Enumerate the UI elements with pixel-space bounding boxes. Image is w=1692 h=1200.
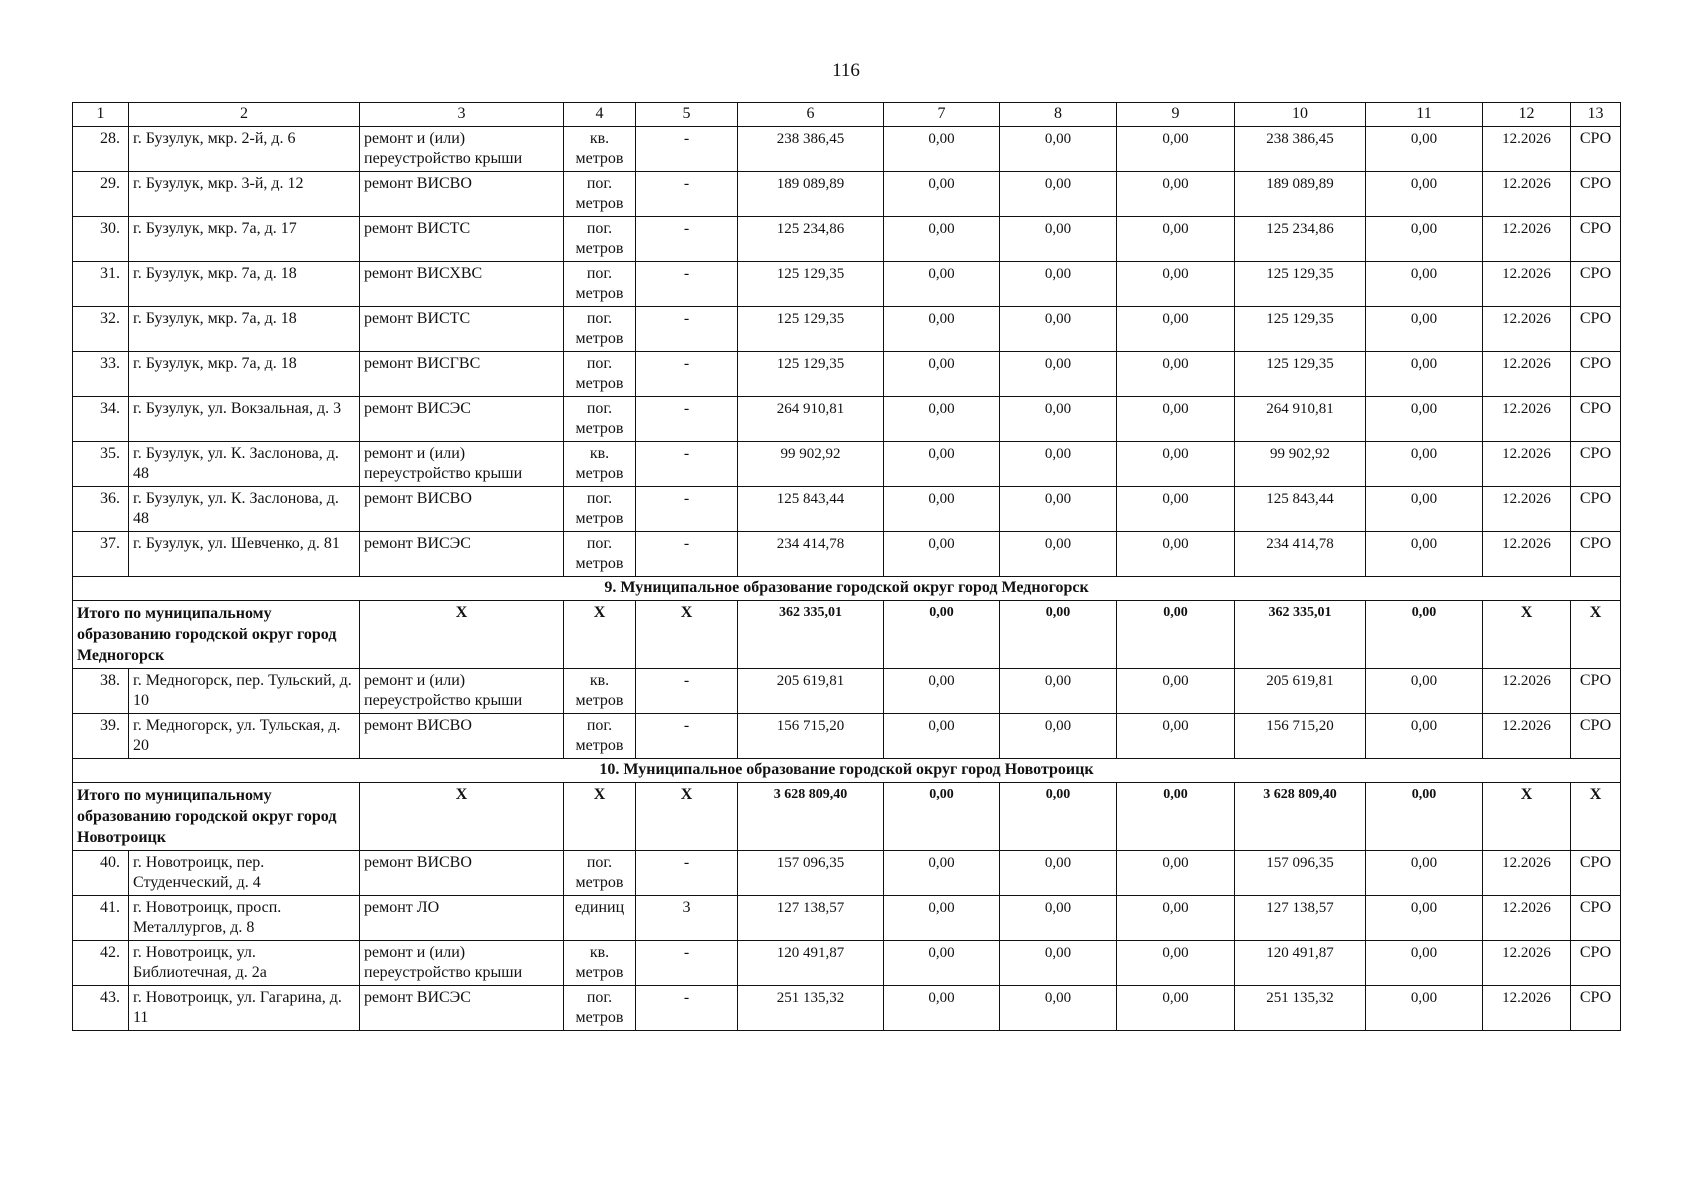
total-x-cell: X xyxy=(1571,783,1621,851)
fund-other-cell: 0,00 xyxy=(1366,851,1483,896)
deadline-cell: 12.2026 xyxy=(1483,127,1571,172)
table-row xyxy=(73,986,1621,1031)
total-cost-cell: 157 096,35 xyxy=(738,851,884,896)
work-type-cell: ремонт ВИСВО xyxy=(360,714,564,759)
deadline-cell: 12.2026 xyxy=(1483,532,1571,577)
address-cell: г. Новотроицк, просп. Металлургов, д. 8 xyxy=(129,896,360,941)
row-number-cell: 43. xyxy=(73,986,129,1031)
operator-cell: СРО xyxy=(1571,986,1621,1031)
address-cell: г. Новотроицк, ул. Гагарина, д. 11 xyxy=(129,986,360,1031)
deadline-cell: 12.2026 xyxy=(1483,487,1571,532)
address-cell: г. Медногорск, ул. Тульская, д. 20 xyxy=(129,714,360,759)
deadline-cell: 12.2026 xyxy=(1483,851,1571,896)
fund-other-cell: 0,00 xyxy=(1366,941,1483,986)
fund-owners-cell: 264 910,81 xyxy=(1235,397,1366,442)
fund-other-cell: 0,00 xyxy=(1366,532,1483,577)
fund-federal-cell: 0,00 xyxy=(884,442,1000,487)
operator-cell: СРО xyxy=(1571,397,1621,442)
work-type-cell: ремонт и (или) переустройство крыши xyxy=(360,127,564,172)
column-number-cell: 4 xyxy=(564,103,636,127)
row-number-cell: 29. xyxy=(73,172,129,217)
total-cost-cell: 99 902,92 xyxy=(738,442,884,487)
fund-regional-cell: 0,00 xyxy=(1000,851,1117,896)
column-number-cell: 7 xyxy=(884,103,1000,127)
work-type-cell: ремонт ВИСЭС xyxy=(360,397,564,442)
deadline-cell: 12.2026 xyxy=(1483,262,1571,307)
quantity-cell: - xyxy=(636,127,738,172)
work-type-cell: ремонт ВИСВО xyxy=(360,172,564,217)
total-x-cell: X xyxy=(360,601,564,669)
fund-local-cell: 0,00 xyxy=(1117,896,1235,941)
fund-local-cell: 0,00 xyxy=(1117,442,1235,487)
quantity-cell: - xyxy=(636,442,738,487)
fund-owners-cell: 125 129,35 xyxy=(1235,352,1366,397)
operator-cell: СРО xyxy=(1571,532,1621,577)
total-cost-cell: 156 715,20 xyxy=(738,714,884,759)
table-row xyxy=(73,851,1621,896)
fund-regional-cell: 0,00 xyxy=(1000,896,1117,941)
address-cell: г. Бузулук, мкр. 2-й, д. 6 xyxy=(129,127,360,172)
fund-regional-cell: 0,00 xyxy=(1000,397,1117,442)
fund-other-cell: 0,00 xyxy=(1366,487,1483,532)
total-value-cell: 3 628 809,40 xyxy=(1235,783,1366,851)
fund-federal-cell: 0,00 xyxy=(884,127,1000,172)
quantity-cell: - xyxy=(636,487,738,532)
row-number-cell: 37. xyxy=(73,532,129,577)
deadline-cell: 12.2026 xyxy=(1483,307,1571,352)
fund-federal-cell: 0,00 xyxy=(884,532,1000,577)
unit-cell: пог. метров xyxy=(564,986,636,1031)
row-number-cell: 35. xyxy=(73,442,129,487)
address-cell: г. Бузулук, мкр. 7а, д. 18 xyxy=(129,262,360,307)
fund-other-cell: 0,00 xyxy=(1366,127,1483,172)
deadline-cell: 12.2026 xyxy=(1483,714,1571,759)
fund-other-cell: 0,00 xyxy=(1366,172,1483,217)
unit-cell: пог. метров xyxy=(564,851,636,896)
section-title: 10. Муниципальное образование городской округ город Новотроицк xyxy=(73,759,1621,783)
work-type-cell: ремонт ВИСЭС xyxy=(360,986,564,1031)
column-number-cell: 5 xyxy=(636,103,738,127)
fund-other-cell: 0,00 xyxy=(1366,307,1483,352)
address-cell: г. Бузулук, ул. К. Заслонова, д. 48 xyxy=(129,487,360,532)
fund-local-cell: 0,00 xyxy=(1117,307,1235,352)
column-number-cell: 12 xyxy=(1483,103,1571,127)
fund-regional-cell: 0,00 xyxy=(1000,307,1117,352)
total-cost-cell: 205 619,81 xyxy=(738,669,884,714)
total-value-cell: 0,00 xyxy=(884,783,1000,851)
total-cost-cell: 251 135,32 xyxy=(738,986,884,1031)
total-cost-cell: 127 138,57 xyxy=(738,896,884,941)
deadline-cell: 12.2026 xyxy=(1483,352,1571,397)
fund-owners-cell: 125 234,86 xyxy=(1235,217,1366,262)
address-cell: г. Бузулук, ул. Шевченко, д. 81 xyxy=(129,532,360,577)
work-type-cell: ремонт ВИСТС xyxy=(360,307,564,352)
fund-owners-cell: 120 491,87 xyxy=(1235,941,1366,986)
column-number-cell: 11 xyxy=(1366,103,1483,127)
operator-cell: СРО xyxy=(1571,127,1621,172)
fund-federal-cell: 0,00 xyxy=(884,941,1000,986)
quantity-cell: - xyxy=(636,714,738,759)
fund-owners-cell: 238 386,45 xyxy=(1235,127,1366,172)
operator-cell: СРО xyxy=(1571,941,1621,986)
fund-regional-cell: 0,00 xyxy=(1000,532,1117,577)
fund-regional-cell: 0,00 xyxy=(1000,669,1117,714)
fund-owners-cell: 234 414,78 xyxy=(1235,532,1366,577)
address-cell: г. Бузулук, мкр. 7а, д. 18 xyxy=(129,307,360,352)
total-x-cell: X xyxy=(564,783,636,851)
work-type-cell: ремонт и (или) переустройство крыши xyxy=(360,442,564,487)
total-value-cell: 362 335,01 xyxy=(738,601,884,669)
operator-cell: СРО xyxy=(1571,669,1621,714)
table-row xyxy=(73,217,1621,262)
unit-cell: кв. метров xyxy=(564,669,636,714)
table-row xyxy=(73,127,1621,172)
total-cost-cell: 238 386,45 xyxy=(738,127,884,172)
work-type-cell: ремонт ВИСВО xyxy=(360,487,564,532)
total-value-cell: 362 335,01 xyxy=(1235,601,1366,669)
column-number-cell: 9 xyxy=(1117,103,1235,127)
table-row xyxy=(73,172,1621,217)
quantity-cell: - xyxy=(636,397,738,442)
operator-cell: СРО xyxy=(1571,217,1621,262)
table-row xyxy=(73,352,1621,397)
table-row xyxy=(73,714,1621,759)
total-value-cell: 0,00 xyxy=(1000,783,1117,851)
fund-owners-cell: 125 843,44 xyxy=(1235,487,1366,532)
row-number-cell: 31. xyxy=(73,262,129,307)
unit-cell: кв. метров xyxy=(564,127,636,172)
fund-owners-cell: 205 619,81 xyxy=(1235,669,1366,714)
total-cost-cell: 189 089,89 xyxy=(738,172,884,217)
deadline-cell: 12.2026 xyxy=(1483,669,1571,714)
operator-cell: СРО xyxy=(1571,487,1621,532)
operator-cell: СРО xyxy=(1571,851,1621,896)
fund-federal-cell: 0,00 xyxy=(884,986,1000,1031)
total-cost-cell: 125 129,35 xyxy=(738,307,884,352)
fund-local-cell: 0,00 xyxy=(1117,217,1235,262)
fund-local-cell: 0,00 xyxy=(1117,172,1235,217)
repair-plan-table xyxy=(72,102,1621,1031)
column-number-cell: 2 xyxy=(129,103,360,127)
fund-federal-cell: 0,00 xyxy=(884,487,1000,532)
fund-federal-cell: 0,00 xyxy=(884,669,1000,714)
deadline-cell: 12.2026 xyxy=(1483,442,1571,487)
column-number-cell: 8 xyxy=(1000,103,1117,127)
deadline-cell: 12.2026 xyxy=(1483,397,1571,442)
total-cost-cell: 125 843,44 xyxy=(738,487,884,532)
total-value-cell: 0,00 xyxy=(1117,783,1235,851)
table-row xyxy=(73,442,1621,487)
fund-regional-cell: 0,00 xyxy=(1000,487,1117,532)
column-number-cell: 6 xyxy=(738,103,884,127)
unit-cell: кв. метров xyxy=(564,941,636,986)
quantity-cell: - xyxy=(636,851,738,896)
total-x-cell: X xyxy=(1483,783,1571,851)
fund-federal-cell: 0,00 xyxy=(884,262,1000,307)
unit-cell: пог. метров xyxy=(564,352,636,397)
quantity-cell: - xyxy=(636,307,738,352)
deadline-cell: 12.2026 xyxy=(1483,172,1571,217)
fund-federal-cell: 0,00 xyxy=(884,714,1000,759)
quantity-cell: - xyxy=(636,669,738,714)
total-value-cell: 0,00 xyxy=(1000,601,1117,669)
fund-regional-cell: 0,00 xyxy=(1000,352,1117,397)
work-type-cell: ремонт ЛО xyxy=(360,896,564,941)
fund-other-cell: 0,00 xyxy=(1366,986,1483,1031)
row-number-cell: 38. xyxy=(73,669,129,714)
section-total-row xyxy=(73,783,1621,851)
unit-cell: пог. метров xyxy=(564,172,636,217)
table-row xyxy=(73,262,1621,307)
unit-cell: пог. метров xyxy=(564,487,636,532)
address-cell: г. Новотроицк, ул. Библиотечная, д. 2а xyxy=(129,941,360,986)
fund-other-cell: 0,00 xyxy=(1366,714,1483,759)
fund-local-cell: 0,00 xyxy=(1117,127,1235,172)
row-number-cell: 34. xyxy=(73,397,129,442)
operator-cell: СРО xyxy=(1571,442,1621,487)
work-type-cell: ремонт ВИСХВС xyxy=(360,262,564,307)
fund-federal-cell: 0,00 xyxy=(884,851,1000,896)
unit-cell: пог. метров xyxy=(564,714,636,759)
address-cell: г. Бузулук, мкр. 3-й, д. 12 xyxy=(129,172,360,217)
address-cell: г. Медногорск, пер. Тульский, д. 10 xyxy=(129,669,360,714)
total-x-cell: X xyxy=(1483,601,1571,669)
quantity-cell: - xyxy=(636,986,738,1031)
column-number-cell: 10 xyxy=(1235,103,1366,127)
fund-owners-cell: 125 129,35 xyxy=(1235,307,1366,352)
fund-regional-cell: 0,00 xyxy=(1000,172,1117,217)
row-number-cell: 32. xyxy=(73,307,129,352)
deadline-cell: 12.2026 xyxy=(1483,217,1571,262)
column-number-cell: 13 xyxy=(1571,103,1621,127)
fund-regional-cell: 0,00 xyxy=(1000,442,1117,487)
operator-cell: СРО xyxy=(1571,172,1621,217)
fund-local-cell: 0,00 xyxy=(1117,714,1235,759)
fund-local-cell: 0,00 xyxy=(1117,352,1235,397)
row-number-cell: 33. xyxy=(73,352,129,397)
table-row xyxy=(73,669,1621,714)
fund-owners-cell: 127 138,57 xyxy=(1235,896,1366,941)
section-title: 9. Муниципальное образование городской округ город Медногорск xyxy=(73,577,1621,601)
fund-other-cell: 0,00 xyxy=(1366,217,1483,262)
operator-cell: СРО xyxy=(1571,307,1621,352)
fund-regional-cell: 0,00 xyxy=(1000,217,1117,262)
fund-owners-cell: 251 135,32 xyxy=(1235,986,1366,1031)
fund-local-cell: 0,00 xyxy=(1117,669,1235,714)
row-number-cell: 30. xyxy=(73,217,129,262)
column-number-cell: 3 xyxy=(360,103,564,127)
deadline-cell: 12.2026 xyxy=(1483,986,1571,1031)
fund-local-cell: 0,00 xyxy=(1117,487,1235,532)
unit-cell: пог. метров xyxy=(564,307,636,352)
table-row xyxy=(73,487,1621,532)
column-number-row xyxy=(73,103,1621,127)
total-cost-cell: 125 129,35 xyxy=(738,262,884,307)
fund-other-cell: 0,00 xyxy=(1366,442,1483,487)
total-cost-cell: 125 234,86 xyxy=(738,217,884,262)
work-type-cell: ремонт и (или) переустройство крыши xyxy=(360,669,564,714)
section-total-row xyxy=(73,601,1621,669)
deadline-cell: 12.2026 xyxy=(1483,896,1571,941)
total-value-cell: 0,00 xyxy=(1366,601,1483,669)
table-row xyxy=(73,896,1621,941)
work-type-cell: ремонт ВИСВО xyxy=(360,851,564,896)
fund-owners-cell: 157 096,35 xyxy=(1235,851,1366,896)
fund-federal-cell: 0,00 xyxy=(884,397,1000,442)
fund-owners-cell: 125 129,35 xyxy=(1235,262,1366,307)
column-number-cell: 1 xyxy=(73,103,129,127)
fund-regional-cell: 0,00 xyxy=(1000,941,1117,986)
work-type-cell: ремонт ВИСТС xyxy=(360,217,564,262)
quantity-cell: - xyxy=(636,172,738,217)
fund-other-cell: 0,00 xyxy=(1366,896,1483,941)
address-cell: г. Бузулук, мкр. 7а, д. 18 xyxy=(129,352,360,397)
total-cost-cell: 120 491,87 xyxy=(738,941,884,986)
fund-local-cell: 0,00 xyxy=(1117,532,1235,577)
address-cell: г. Бузулук, ул. К. Заслонова, д. 48 xyxy=(129,442,360,487)
quantity-cell: - xyxy=(636,532,738,577)
total-label: Итого по муниципальному образованию городской округ город Медногорск xyxy=(73,601,360,669)
fund-other-cell: 0,00 xyxy=(1366,397,1483,442)
page-number: 116 xyxy=(832,60,860,81)
total-x-cell: X xyxy=(636,601,738,669)
address-cell: г. Новотроицк, пер. Студенческий, д. 4 xyxy=(129,851,360,896)
fund-local-cell: 0,00 xyxy=(1117,851,1235,896)
table-row xyxy=(73,307,1621,352)
fund-regional-cell: 0,00 xyxy=(1000,714,1117,759)
deadline-cell: 12.2026 xyxy=(1483,941,1571,986)
total-value-cell: 0,00 xyxy=(1366,783,1483,851)
quantity-cell: - xyxy=(636,262,738,307)
section-header-row xyxy=(73,759,1621,783)
total-cost-cell: 125 129,35 xyxy=(738,352,884,397)
fund-federal-cell: 0,00 xyxy=(884,307,1000,352)
total-label: Итого по муниципальному образованию городской округ город Новотроицк xyxy=(73,783,360,851)
table-row xyxy=(73,941,1621,986)
fund-owners-cell: 189 089,89 xyxy=(1235,172,1366,217)
section-header-row xyxy=(73,577,1621,601)
unit-cell: кв. метров xyxy=(564,442,636,487)
work-type-cell: ремонт и (или) переустройство крыши xyxy=(360,941,564,986)
total-x-cell: X xyxy=(1571,601,1621,669)
total-x-cell: X xyxy=(564,601,636,669)
total-cost-cell: 234 414,78 xyxy=(738,532,884,577)
fund-regional-cell: 0,00 xyxy=(1000,262,1117,307)
total-cost-cell: 264 910,81 xyxy=(738,397,884,442)
fund-federal-cell: 0,00 xyxy=(884,172,1000,217)
unit-cell: единиц xyxy=(564,896,636,941)
fund-local-cell: 0,00 xyxy=(1117,262,1235,307)
total-x-cell: X xyxy=(360,783,564,851)
fund-federal-cell: 0,00 xyxy=(884,352,1000,397)
work-type-cell: ремонт ВИСГВС xyxy=(360,352,564,397)
address-cell: г. Бузулук, мкр. 7а, д. 17 xyxy=(129,217,360,262)
address-cell: г. Бузулук, ул. Вокзальная, д. 3 xyxy=(129,397,360,442)
total-value-cell: 0,00 xyxy=(884,601,1000,669)
quantity-cell: - xyxy=(636,352,738,397)
fund-regional-cell: 0,00 xyxy=(1000,127,1117,172)
table-row xyxy=(73,532,1621,577)
quantity-cell: - xyxy=(636,217,738,262)
fund-owners-cell: 156 715,20 xyxy=(1235,714,1366,759)
operator-cell: СРО xyxy=(1571,714,1621,759)
row-number-cell: 39. xyxy=(73,714,129,759)
total-x-cell: X xyxy=(636,783,738,851)
fund-federal-cell: 0,00 xyxy=(884,217,1000,262)
fund-local-cell: 0,00 xyxy=(1117,941,1235,986)
unit-cell: пог. метров xyxy=(564,532,636,577)
unit-cell: пог. метров xyxy=(564,262,636,307)
fund-local-cell: 0,00 xyxy=(1117,986,1235,1031)
row-number-cell: 36. xyxy=(73,487,129,532)
fund-owners-cell: 99 902,92 xyxy=(1235,442,1366,487)
operator-cell: СРО xyxy=(1571,262,1621,307)
row-number-cell: 42. xyxy=(73,941,129,986)
total-value-cell: 3 628 809,40 xyxy=(738,783,884,851)
row-number-cell: 28. xyxy=(73,127,129,172)
unit-cell: пог. метров xyxy=(564,217,636,262)
operator-cell: СРО xyxy=(1571,896,1621,941)
fund-federal-cell: 0,00 xyxy=(884,896,1000,941)
fund-other-cell: 0,00 xyxy=(1366,352,1483,397)
row-number-cell: 40. xyxy=(73,851,129,896)
fund-regional-cell: 0,00 xyxy=(1000,986,1117,1031)
quantity-cell: - xyxy=(636,941,738,986)
work-type-cell: ремонт ВИСЭС xyxy=(360,532,564,577)
table-row xyxy=(73,397,1621,442)
total-value-cell: 0,00 xyxy=(1117,601,1235,669)
fund-other-cell: 0,00 xyxy=(1366,262,1483,307)
unit-cell: пог. метров xyxy=(564,397,636,442)
quantity-cell: 3 xyxy=(636,896,738,941)
operator-cell: СРО xyxy=(1571,352,1621,397)
fund-other-cell: 0,00 xyxy=(1366,669,1483,714)
row-number-cell: 41. xyxy=(73,896,129,941)
fund-local-cell: 0,00 xyxy=(1117,397,1235,442)
